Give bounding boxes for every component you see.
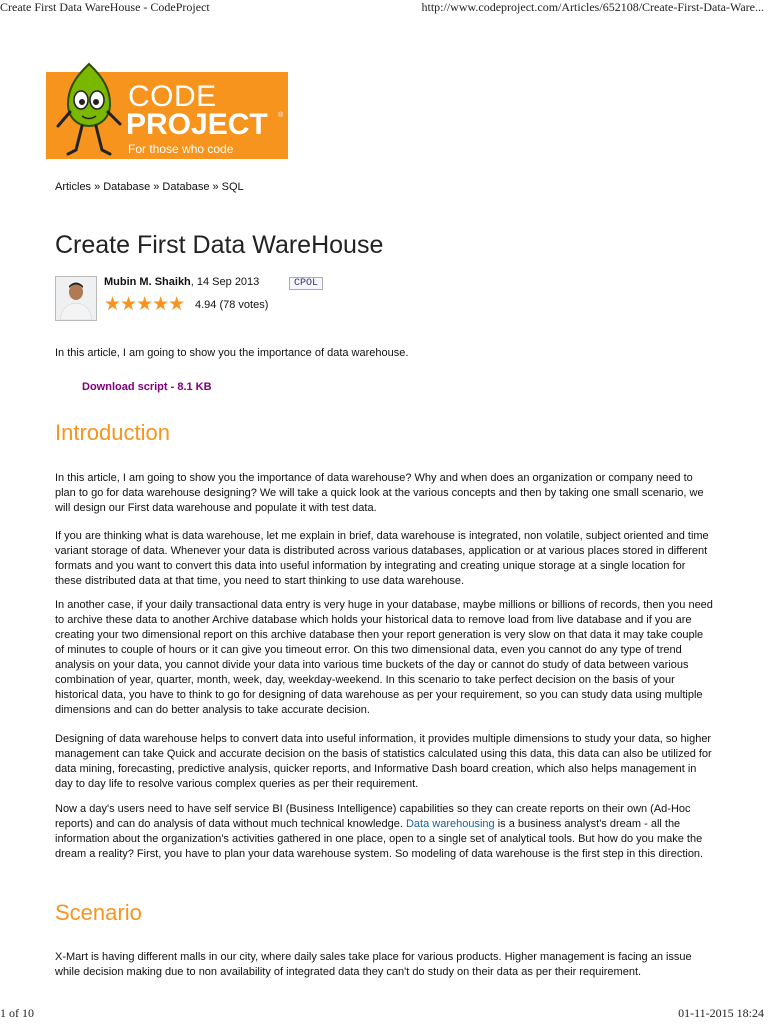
codeproject-logo[interactable] (46, 72, 288, 159)
paragraph (55, 802, 715, 862)
print-header (0, 0, 768, 16)
breadcrumb-separator: » (212, 181, 219, 193)
rating-text: 4.94 (78 votes) (195, 299, 269, 311)
page-title: Create First Data WareHouse (55, 231, 384, 259)
author-name[interactable]: Mubin M. Shaikh (104, 276, 191, 288)
paragraph: If you are thinking what is data warehouse, let me explain in brief, data warehouse is integrated, non volatile, subject oriented and time variant storage of data. Whenever your data is distributed across various databases, application or at various places stored in different formats and you want to convert this data into useful information by integrating and creating unique storage at a single location for these distributed data at that time, you need to start thinking to use data warehouse. (55, 530, 709, 587)
print-header-url: http://www.codeproject.com/Articles/652108/Create-First-Data-Ware... (421, 0, 764, 14)
paragraph: In this article, I am going to show you the importance of data warehouse? Why and when does an organization or company need to plan to go for data warehouse designing? We will take a quick look at the various concepts and then by taking one small scenario, we will design our First data warehouse and populate it with test data. (55, 472, 704, 514)
download-script-link[interactable]: Download script - 8.1 KB (82, 381, 212, 393)
heading-scenario: Scenario (55, 900, 142, 925)
heading-introduction: Introduction (55, 420, 170, 445)
paragraph: X-Mart is having different malls in our city, where daily sales take place for various products. Higher management is facing an issue while decision making due to non availability of integrated data they can't do study on their data as per their requirement. (55, 951, 692, 978)
article-summary: In this article, I am going to show you the importance of data warehouse. (55, 347, 409, 359)
article-date: , 14 Sep 2013 (190, 276, 260, 288)
license-badge[interactable]: CPOL (289, 277, 323, 290)
breadcrumb-database-sub[interactable]: Database (162, 181, 210, 193)
author-avatar[interactable] (55, 276, 97, 321)
logo-project-text: PROJECT (126, 108, 268, 141)
paragraph: In another case, if your daily transactional data entry is very huge in your database, maybe millions or billions of records, then you need to archive these data to another Archive database which holds your historical data to remove load from live database and if you are creating your two dimensional report on this archive database then your report generation is very slow on that data it may take couple of minutes to couple of hours or it can give you timeout error. On this two dimensional data, even you cannot do any type of trend analysis on your data, you cannot divide your data into various time buckets of the day or cannot do study of data between various combination of year, quarter, month, week, day, weekday-weekend. In this scenario to take perfect decision on the basis of your historical data, you have to think to go for designing of data warehouse as per your requirement, so you can study data using multiple dimensions and can do better analysis to take accurate decision. (55, 599, 713, 716)
rating-stars-icon[interactable]: ★★★★★ (104, 294, 185, 315)
breadcrumb-articles[interactable]: Articles (55, 181, 92, 193)
mascot-icon (54, 60, 124, 160)
print-footer (0, 1006, 768, 1022)
logo-tagline: For those who code (128, 142, 234, 156)
logo-registered-mark: ® (278, 112, 284, 119)
print-header-title: Create First Data WareHouse - CodeProject (0, 0, 210, 14)
avatar-portrait-icon (56, 277, 96, 320)
print-datetime: 01-11-2015 18:24 (678, 1006, 764, 1020)
paragraph: Designing of data warehouse helps to convert data into useful information, it provides multiple dimensions to study your data, so higher management can take Quick and accurate decision on the basis of statistics calculated using this data, this data can also be utilized for data mining, forecasting, predictive analysis, quicker reports, and Informative Dash board creation, which also helps management in day to day life to resolve various complex queries as per their requirement. (55, 733, 712, 790)
logo-code-text: CODE (128, 80, 217, 113)
paragraph-text: Now a day's users need to have self service BI (Business Intelligence) capabilities so they can create reports on their own (Ad-Hoc reports) and can do analysis of data without much technical knowledge. (55, 803, 691, 830)
breadcrumb-database[interactable]: Database (103, 181, 151, 193)
breadcrumb-separator: » (94, 181, 101, 193)
breadcrumb-sql[interactable]: SQL (221, 181, 244, 193)
breadcrumb (55, 181, 244, 193)
author-line (104, 276, 259, 288)
page-number: 1 of 10 (0, 1006, 34, 1020)
paragraph-text: is a business analyst's dream - all the information about the organization's activities gathered in one place, open to a single set of analytical tools. But how do you make the dream a reality? First, you have to plan your data warehouse system. So modeling of data warehouse is the first step in this direction. (55, 818, 704, 860)
data-warehousing-link[interactable]: Data warehousing (405, 818, 495, 830)
breadcrumb-separator: » (153, 181, 160, 193)
